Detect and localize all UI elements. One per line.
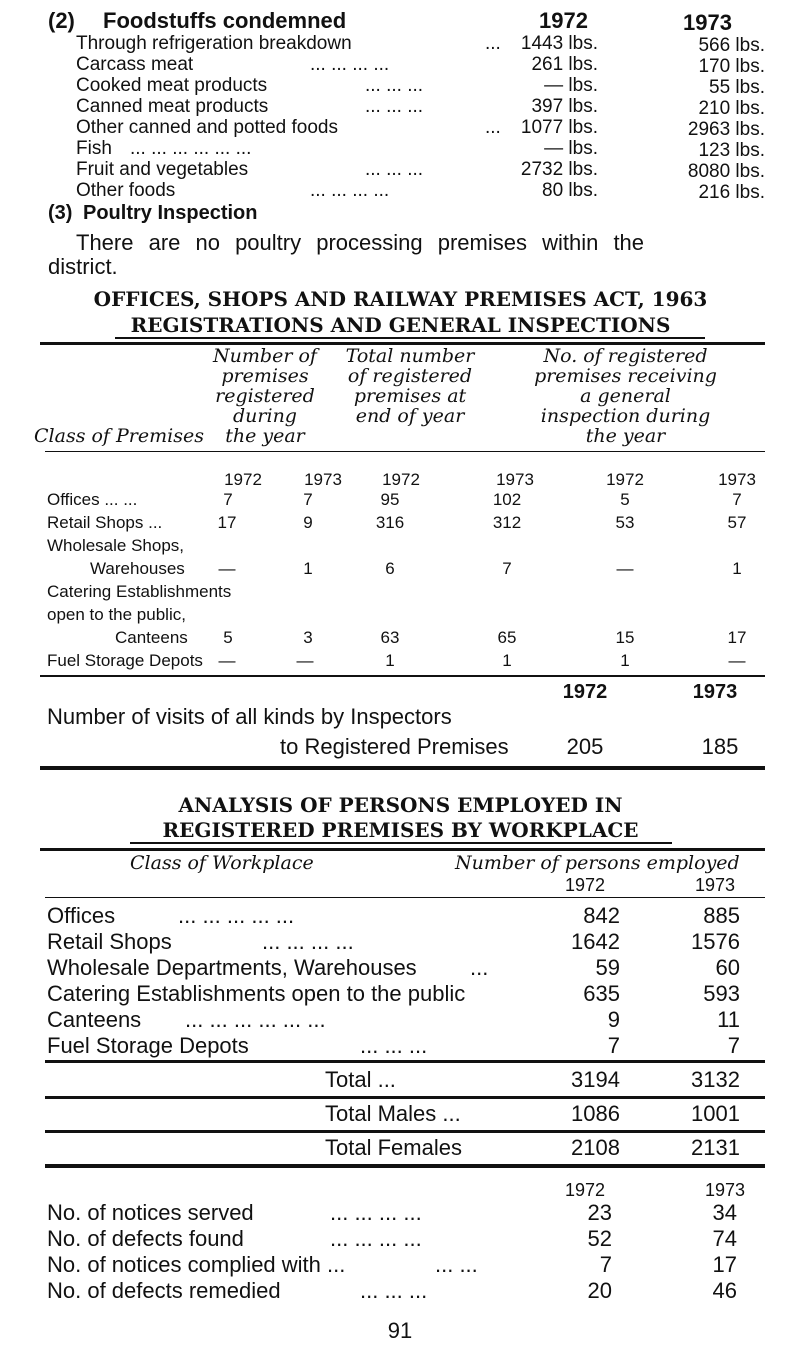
total-males-rule <box>45 1130 765 1133</box>
analysis-row-label: Canteens <box>47 1007 142 1032</box>
act-cell: 5 <box>223 628 233 647</box>
act-row-label: Canteens <box>115 628 188 647</box>
act-year: 1972 <box>382 470 420 489</box>
act-year: 1973 <box>496 470 534 489</box>
foodstuffs-value-1973: 8080 lbs. <box>687 161 765 182</box>
total-label: Total ... <box>325 1067 396 1092</box>
analysis-row-dots: ... ... ... ... ... <box>178 903 295 928</box>
analysis-row-label: Wholesale Departments, Warehouses <box>47 955 417 980</box>
foodstuffs-value-1973: 2963 lbs. <box>687 119 765 140</box>
foodstuffs-year-1972: 1972 <box>539 8 588 33</box>
act-cell: 5 <box>620 490 630 509</box>
foodstuffs-row-label: Fish <box>76 138 112 159</box>
foodstuffs-row-label: Carcass meat <box>76 54 194 75</box>
notices-row-label: No. of notices complied with ... <box>47 1252 346 1277</box>
act-col-header-total <box>330 347 490 427</box>
notices-row-label: No. of defects found <box>47 1226 244 1251</box>
act-title: OFFICES, SHOPS AND RAILWAY PREMISES ACT, 1963 <box>93 287 708 311</box>
analysis-value-1973: 60 <box>715 955 740 980</box>
analysis-row-dots: ... ... ... ... <box>262 929 354 954</box>
analysis-col-header-number: Number of persons employed <box>455 852 740 874</box>
act-col-header-total-line: Total number <box>345 345 475 367</box>
visits-bottom-rule <box>40 766 765 770</box>
act-cell: 57 <box>727 513 747 532</box>
analysis-title: ANALYSIS OF PERSONS EMPLOYED IN <box>178 793 623 817</box>
notices-row-label: No. of defects remedied <box>47 1278 281 1303</box>
act-row-label: Offices ... ... <box>47 490 138 509</box>
foodstuffs-value-1973: 55 lbs. <box>709 77 765 98</box>
act-cell: 1 <box>385 651 395 670</box>
analysis-value-1973: 7 <box>727 1033 740 1058</box>
act-col-header-registered-line: the year <box>225 424 305 447</box>
analysis-body-bottom-rule <box>45 1060 765 1063</box>
foodstuffs-value-1973: 170 lbs. <box>698 56 765 77</box>
notices-row-dots: ... ... ... <box>360 1278 428 1303</box>
act-row-label: Catering Establishments <box>47 582 232 601</box>
foodstuffs-row-label: Through refrigeration breakdown <box>76 33 352 54</box>
foodstuffs-value-1972: — lbs. <box>544 138 598 159</box>
act-cell: — <box>616 559 634 578</box>
act-cell: 9 <box>303 513 313 532</box>
foodstuffs-value-1973: 210 lbs. <box>698 98 765 119</box>
notices-row-dots: ... ... ... ... <box>330 1226 422 1251</box>
foodstuffs-value-1972: — lbs. <box>544 75 598 96</box>
foodstuffs-value-1972: 397 lbs. <box>531 96 598 117</box>
analysis-header-rule <box>45 897 765 898</box>
visits-value-1973: 185 <box>701 734 739 759</box>
notices-value-1972: 7 <box>599 1252 612 1277</box>
total-males-1972: 1086 <box>571 1101 620 1126</box>
act-cell: 53 <box>615 513 635 532</box>
foodstuffs-row-dots: ... <box>485 33 501 54</box>
analysis-value-1972: 7 <box>607 1033 620 1058</box>
notices-value-1973: 17 <box>712 1252 737 1277</box>
analysis-table-top-rule <box>40 848 765 851</box>
foodstuffs-row-label: Other foods <box>76 180 176 201</box>
act-col-header-inspection-line: the year <box>585 424 666 447</box>
act-cell: 312 <box>492 513 522 532</box>
foodstuffs-year-1973: 1973 <box>683 10 732 35</box>
act-table-bottom-rule <box>40 675 765 677</box>
act-cell: — <box>728 651 746 670</box>
analysis-year-1973: 1973 <box>694 875 736 895</box>
analysis-row-label: Catering Establishments open to the public <box>47 981 466 1006</box>
visits-text-line2: to Registered Premises <box>280 734 509 759</box>
poultry-heading: Poultry Inspection <box>83 202 258 224</box>
notices-value-1972: 20 <box>587 1278 612 1303</box>
foodstuffs-value-1973: 123 lbs. <box>698 140 765 161</box>
act-col-header-inspection-line: a general <box>580 384 671 407</box>
act-col-header-registered <box>190 347 340 447</box>
notices-value-1972: 23 <box>587 1200 612 1225</box>
total-females-1972: 2108 <box>571 1135 620 1160</box>
act-row-label: Retail Shops ... <box>47 513 163 532</box>
act-row-label: Wholesale Shops, <box>47 536 185 555</box>
foodstuffs-row-dots: ... ... ... <box>365 96 424 117</box>
notices-row-dots: ... ... <box>435 1252 478 1277</box>
act-cell: 63 <box>380 628 400 647</box>
analysis-row-dots: ... <box>470 955 489 980</box>
act-col-header-registered-line: premises <box>221 364 309 387</box>
analysis-subtitle: REGISTERED PREMISES BY WORKPLACE <box>162 818 639 842</box>
act-cell: 1 <box>502 651 512 670</box>
analysis-value-1972: 1642 <box>571 929 620 954</box>
analysis-value-1972: 842 <box>583 903 620 928</box>
notices-value-1972: 52 <box>587 1226 612 1251</box>
analysis-value-1973: 593 <box>703 981 740 1006</box>
act-header-rule <box>45 451 765 452</box>
act-cell: 1 <box>732 559 742 578</box>
act-cell: 7 <box>502 559 512 578</box>
total-rule <box>45 1096 765 1099</box>
total-males-1973: 1001 <box>691 1101 740 1126</box>
act-cell: — <box>218 559 236 578</box>
total-females-rule <box>45 1164 765 1168</box>
analysis-col-header-class: Class of Workplace <box>130 852 314 874</box>
analysis-row-dots: ... ... ... ... ... ... <box>185 1007 326 1032</box>
foodstuffs-value-1973: 216 lbs. <box>698 182 765 203</box>
notices-row-label: No. of notices served <box>47 1200 254 1225</box>
analysis-value-1972: 59 <box>595 955 620 980</box>
foodstuffs-value-1972: 1077 lbs. <box>520 117 598 138</box>
notices-year-1972: 1972 <box>564 1180 606 1200</box>
foodstuffs-row-dots: ... ... ... ... <box>310 54 390 75</box>
foodstuffs-row-label: Other canned and potted foods <box>76 117 338 138</box>
act-col-header-inspection <box>478 347 773 447</box>
act-col-header-inspection-line: premises receiving <box>534 364 717 387</box>
foodstuffs-row-label: Canned meat products <box>76 96 269 117</box>
act-row-label: Fuel Storage Depots <box>47 651 203 670</box>
act-cell: 3 <box>303 628 313 647</box>
act-cell: 1 <box>303 559 313 578</box>
act-cell: 1 <box>620 651 630 670</box>
page-number: 91 <box>387 1318 413 1343</box>
poultry-text-line2: district. <box>48 254 118 279</box>
analysis-value-1973: 11 <box>717 1007 740 1032</box>
total-females-label: Total Females <box>325 1135 462 1160</box>
foodstuffs-value-1973: 566 lbs. <box>698 35 765 56</box>
act-cell: 65 <box>497 628 517 647</box>
foodstuffs-value-1972: 1443 lbs. <box>520 33 598 54</box>
act-cell: 17 <box>217 513 237 532</box>
total-value-1972: 3194 <box>571 1067 620 1092</box>
act-subtitle-underline <box>115 337 705 339</box>
act-cell: 17 <box>727 628 747 647</box>
foodstuffs-value-1972: 80 lbs. <box>542 180 598 201</box>
analysis-value-1973: 885 <box>703 903 740 928</box>
foodstuffs-row-label: Cooked meat products <box>76 75 268 96</box>
analysis-value-1972: 635 <box>583 981 620 1006</box>
act-cell: 7 <box>732 490 742 509</box>
notices-value-1973: 46 <box>712 1278 737 1303</box>
act-col-header-registered-line: registered <box>215 384 315 407</box>
act-year: 1973 <box>718 470 756 489</box>
foodstuffs-row-dots: ... ... ... <box>365 159 424 180</box>
act-year: 1972 <box>224 470 262 489</box>
analysis-subtitle-underline <box>130 842 672 844</box>
act-cell: 15 <box>615 628 635 647</box>
act-cell: 102 <box>492 490 522 509</box>
act-col-header-total-line: of registered <box>347 364 473 387</box>
act-col-header-registered-line: Number of <box>213 345 317 367</box>
act-cell: — <box>296 651 314 670</box>
act-cell: — <box>218 651 236 670</box>
foodstuffs-row-label: Fruit and vegetables <box>76 159 249 180</box>
act-cell: 95 <box>380 490 400 509</box>
notices-row-dots: ... ... ... ... <box>330 1200 422 1225</box>
analysis-row-label: Offices <box>47 903 116 928</box>
total-females-1973: 2131 <box>691 1135 740 1160</box>
poultry-text-line1: There are no poultry processing premises within the <box>76 230 645 255</box>
foodstuffs-row-dots: ... <box>485 117 501 138</box>
act-col-header-inspection-line: inspection during <box>540 404 711 427</box>
foodstuffs-heading: Foodstuffs condemned <box>103 8 347 33</box>
visits-value-1972: 205 <box>566 734 604 759</box>
total-males-label: Total Males ... <box>325 1101 461 1126</box>
act-col-header-inspection-line: No. of registered <box>543 345 708 367</box>
foodstuffs-row-dots: ... ... ... ... ... ... <box>130 138 252 159</box>
act-subtitle: REGISTRATIONS AND GENERAL INSPECTIONS <box>130 313 671 337</box>
notices-year-1973: 1973 <box>704 1180 746 1200</box>
analysis-row-label: Fuel Storage Depots <box>47 1033 249 1058</box>
act-col-header-class: Class of Premises <box>34 425 204 447</box>
act-row-label: open to the public, <box>47 605 186 624</box>
analysis-value-1972: 9 <box>607 1007 620 1032</box>
notices-value-1973: 34 <box>712 1200 737 1225</box>
analysis-row-label: Retail Shops <box>47 929 172 954</box>
analysis-value-1973: 1576 <box>691 929 740 954</box>
visits-text-line1: Number of visits of all kinds by Inspectors <box>47 704 452 729</box>
act-col-header-total-line: end of year <box>355 404 465 427</box>
visits-year-1972: 1972 <box>562 681 608 703</box>
foodstuffs-row-dots: ... ... ... <box>365 75 424 96</box>
section-number-foodstuffs: (2) <box>48 8 75 33</box>
act-year: 1972 <box>606 470 644 489</box>
act-cell: 7 <box>303 490 313 509</box>
visits-year-1973: 1973 <box>692 681 738 703</box>
foodstuffs-value-1972: 2732 lbs. <box>520 159 598 180</box>
analysis-row-dots: ... ... ... <box>360 1033 428 1058</box>
foodstuffs-value-1972: 261 lbs. <box>531 54 598 75</box>
analysis-year-1972: 1972 <box>564 875 606 895</box>
act-col-header-registered-line: during <box>233 404 297 427</box>
act-row-label: Warehouses <box>90 559 185 578</box>
section-number-poultry: (3) <box>48 202 73 224</box>
act-cell: 7 <box>223 490 233 509</box>
total-value-1973: 3132 <box>691 1067 740 1092</box>
foodstuffs-row-dots: ... ... ... ... <box>310 180 390 201</box>
act-col-header-total-line: premises at <box>353 384 467 407</box>
act-cell: 316 <box>375 513 405 532</box>
notices-value-1973: 74 <box>712 1226 737 1251</box>
act-year: 1973 <box>304 470 342 489</box>
act-cell: 6 <box>385 559 395 578</box>
